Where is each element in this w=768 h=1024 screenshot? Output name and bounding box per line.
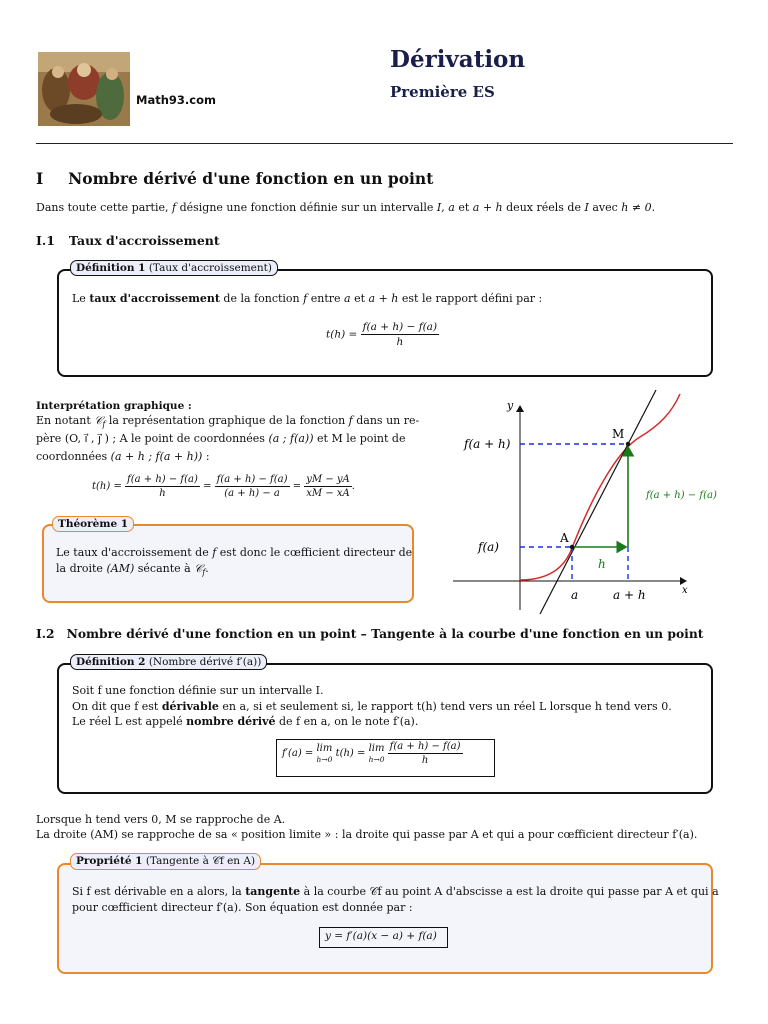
point-a xyxy=(570,545,574,549)
label-diff: f(a + h) − f(a) xyxy=(646,490,717,501)
property-1-box xyxy=(57,863,713,974)
subsection-1-1-heading: I.1 Taux d'accroissement xyxy=(36,233,220,248)
after-line-2: La droite (AM) se rapproche de sa « position limite » : la droite qui passe par A et qui a pour cœfficient directeur f′(a). xyxy=(36,828,698,841)
y-axis-label: y xyxy=(507,399,514,412)
secant-line-am xyxy=(540,390,656,614)
interpretation-title: Interprétation graphique : xyxy=(36,400,192,412)
definition-2-line-3: Le réel L est appelé nombre dérivé de f en a, on le note f′(a). xyxy=(72,715,419,728)
after-line-1: Lorsque h tend vers 0, M se rapproche de A. xyxy=(36,813,286,826)
theorem-1-tab: Théorème 1 xyxy=(52,516,134,532)
label-fah: f(a + h) xyxy=(464,437,511,451)
section-1-intro: Dans toute cette partie, f désigne une fonction définie sur un intervalle I, a et a + h deux réels de I avec h ≠ 0. xyxy=(36,201,656,214)
interpretation-line-3: coordonnées (a + h ; f(a + h)) : xyxy=(36,450,210,463)
label-a-point: A xyxy=(560,531,569,545)
interpretation-formula: t(h) = $\frac{f(a + h) - f(a)}{h}$ = $\frac{f(a + h) - f(a)}{(a + h) - a}$ = $\frac{yM - yA}{xM - xA}$ . xyxy=(92,474,355,499)
theorem-1-line-2: la droite (AM) sécante à 𝒞$_f$. xyxy=(56,562,209,578)
secant-graph xyxy=(450,392,717,617)
definition-1-formula: t(h) = $\frac{f(a + h) - f(a)}{h}$ xyxy=(326,321,438,348)
interpretation-line-1: En notant 𝒞$_f$ la représentation graphique de la fonction f dans un re- xyxy=(36,414,420,430)
logo-painting-image xyxy=(38,52,130,126)
x-axis-label: x xyxy=(682,585,688,596)
definition-2-formula: f′(a) = lim h→0 t(h) = lim h→0 $\frac{f(a + h) - f(a)}{h}$ xyxy=(282,741,461,766)
section-1-number: I xyxy=(36,169,44,188)
property-1-line-2: pour cœfficient directeur f′(a). Son équation est donnée par : xyxy=(72,901,413,914)
header-logo xyxy=(38,52,130,126)
point-m xyxy=(626,442,630,446)
subsection-1-2-heading: I.2 Nombre dérivé d'une fonction en un point – Tangente à la courbe d'une fonction en un point xyxy=(36,626,704,641)
curve-cf xyxy=(520,394,680,580)
section-1-title: Nombre dérivé d'une fonction en un point xyxy=(68,169,434,188)
definition-1-tab: Définition 1 (Taux d'accroissement) xyxy=(70,260,278,276)
property-1-tab: Propriété 1 (Tangente à 𝒞f en A) xyxy=(70,853,261,870)
label-a-axis: a xyxy=(571,588,579,602)
label-h: h xyxy=(598,557,606,571)
label-fa: f(a) xyxy=(478,540,499,554)
section-1-heading xyxy=(36,169,433,188)
page-subtitle: Première ES xyxy=(390,83,495,101)
definition-2-line-2: On dit que f est dérivable en a, si et seulement si, le rapport t(h) tend vers un réel L lorsque h tend vers 0. xyxy=(72,700,672,713)
definition-2-tab: Définition 2 (Nombre dérivé f′(a)) xyxy=(70,654,267,670)
property-1-formula: y = f′(a)(x − a) + f(a) xyxy=(325,930,437,942)
definition-1-text: Le taux d'accroissement de la fonction f entre a et a + h est le rapport défini par : xyxy=(72,292,543,305)
label-m: M xyxy=(612,427,625,441)
definition-2-line-1: Soit f une fonction définie sur un intervalle I. xyxy=(72,684,324,697)
header-divider xyxy=(36,143,733,144)
label-ah-axis: a + h xyxy=(613,588,646,602)
page-title: Dérivation xyxy=(390,46,526,73)
property-1-line-1: Si f est dérivable en a alors, la tangente à la courbe 𝒞f au point A d'abscisse a est la droite qui passe par A et qui a xyxy=(72,885,719,898)
site-name: Math93.com xyxy=(136,93,216,107)
theorem-1-line-1: Le taux d'accroissement de f est donc le cœfficient directeur de xyxy=(56,546,413,559)
interpretation-line-2: père (O, i⃗ , j⃗ ) ; A le point de coordonnées (a ; f(a)) et M le point de xyxy=(36,432,406,445)
